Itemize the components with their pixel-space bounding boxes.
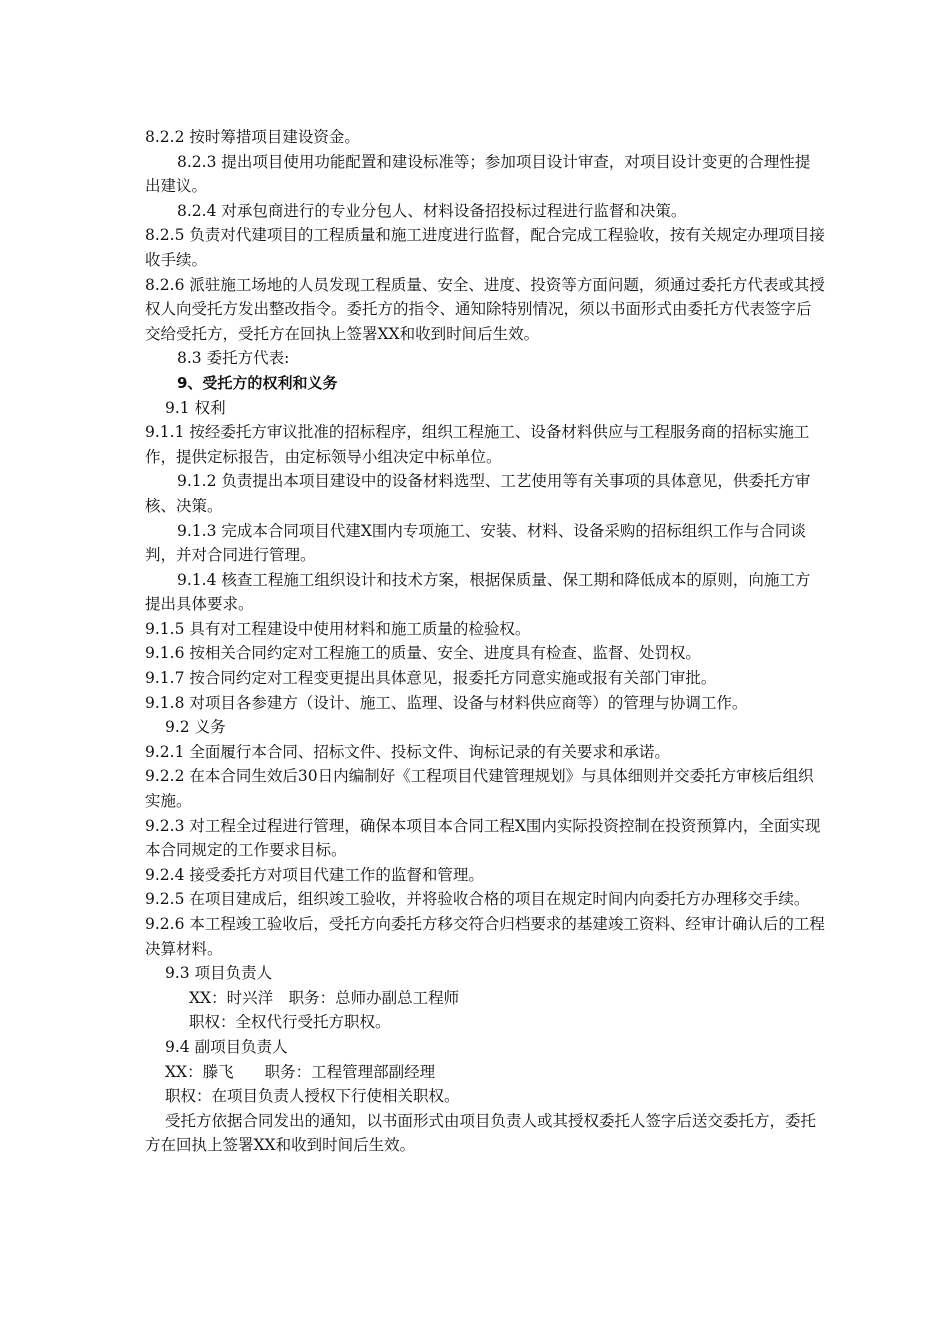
paragraph-9-2-4: 9.2.4 接受委托方对项目代建工作的监督和管理。 [145, 865, 484, 884]
paragraph-9-2-5: 9.2.5 在项目建成后，组织竣工验收，并将验收合格的项目在规定时间内向委托方办理移交手续。 [145, 890, 810, 909]
paragraph-8-2-5: 8.2.5 负责对代建项目的工程质量和施工进度进行监督，配合完成工程验收，按有关规定办理项目接收手续。 [145, 226, 825, 269]
paragraph-9-1-1: 9.1.1 按经委托方审议批准的招标程序，组织工程施工、设备材料供应与工程服务商的招标实施工作，提供定标报告，由定标领导小组决定中标单位。 [145, 423, 810, 466]
project-leader-authority: 职权：全权代行受托方职权。 [189, 1013, 391, 1032]
paragraph-8-2-3: 8.2.3 提出项目使用功能配置和建设标准等；参加项目设计审查，对项目设计变更的合理性提出建议。 [145, 152, 811, 196]
project-leader-line: XX：时兴洋 职务：总师办副总工程师 [189, 988, 460, 1007]
paragraph-9-1-7: 9.1.7 按合同约定对工程变更提出具体意见，报委托方同意实施或报有关部门审批。 [145, 669, 717, 688]
paragraph-9-1-8: 9.1.8 对项目各参建方（设计、施工、监理、设备与材料供应商等）的管理与协调工作。 [145, 693, 748, 712]
paragraph-9-2-2: 9.2.2 在本合同生效后30日内编制好《工程项目代建管理规划》与具体细则并交委托方审核后组织实施。 [145, 767, 814, 811]
closing-paragraph: 受托方依据合同发出的通知，以书面形式由项目负责人或其授权委托人签字后送交委托方，委托方在回执上签署XX和收到时间后生效。 [145, 1111, 817, 1155]
paragraph-9-3: 9.3 项目负责人 [165, 964, 273, 983]
paragraph-9-1-6: 9.1.6 按相关合同约定对工程施工的质量、安全、进度具有检查、监督、处罚权。 [145, 644, 701, 663]
paragraph-8-2-6: 8.2.6 派驻施工场地的人员发现工程质量、安全、进度、投资等方面问题，须通过委托方代表或其授权人向受托方发出整改指令。委托方的指令、通知除特别情况，须以书面形式由委托方代表签字后交给受托方，受托方在回执上签署XX和收到时间后生效。 [145, 275, 825, 343]
paragraph-8-2-4: 8.2.4 对承包商进行的专业分包人、材料设备招投标过程进行监督和决策。 [177, 201, 687, 220]
deputy-leader-line: XX：滕飞 职务：工程管理部副经理 [165, 1062, 436, 1081]
paragraph-9-1-5: 9.1.5 具有对工程建设中使用材料和施工质量的检验权。 [145, 619, 531, 638]
document-body [145, 125, 825, 1158]
section-heading-9: 9、受托方的权利和义务 [177, 373, 338, 392]
paragraph-9-2-1: 9.2.1 全面履行本合同、招标文件、投标文件、询标记录的有关要求和承诺。 [145, 742, 670, 761]
paragraph-9-1-3: 9.1.3 完成本合同项目代建X围内专项施工、安装、材料、设备采购的招标组织工作与合同谈判，并对合同进行管理。 [145, 521, 806, 565]
paragraph-9-1-4: 9.1.4 核查工程施工组织设计和技术方案，根据保质量、保工期和降低成本的原则，向施工方提出具体要求。 [145, 570, 811, 614]
paragraph-9-2-6: 9.2.6 本工程竣工验收后，受托方向委托方移交符合归档要求的基建竣工资料、经审计确认后的工程决算材料。 [145, 915, 825, 958]
paragraph-8-3: 8.3 委托方代表: [177, 349, 290, 368]
paragraph-9-1-2: 9.1.2 负责提出本项目建设中的设备材料选型、工艺使用等有关事项的具体意见，供委托方审核、决策。 [145, 472, 811, 515]
paragraph-9-2: 9.2 义务 [165, 718, 226, 737]
paragraph-9-1: 9.1 权利 [165, 398, 226, 417]
paragraph-8-2-2: 8.2.2 按时筹措项目建设资金。 [145, 128, 360, 146]
deputy-leader-authority: 职权：在项目负责人授权下行使相关职权。 [165, 1087, 460, 1106]
paragraph-9-4: 9.4 副项目负责人 [165, 1037, 288, 1056]
paragraph-9-2-3: 9.2.3 对工程全过程进行管理，确保本项目本合同工程X围内实际投资控制在投资预算内，全面实现本合同规定的工作要求目标。 [145, 816, 821, 860]
